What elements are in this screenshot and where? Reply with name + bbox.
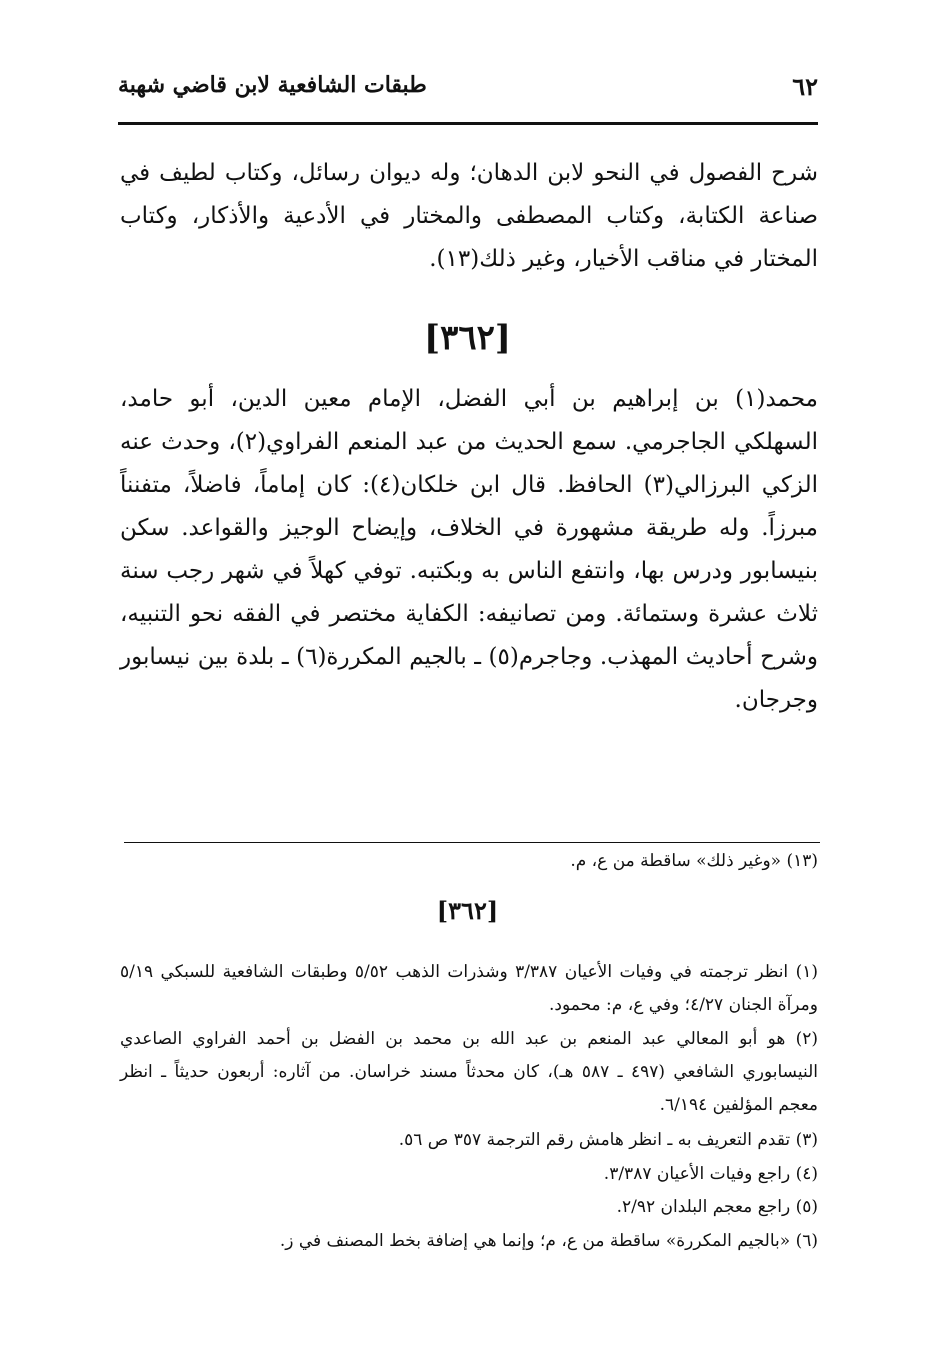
footnote-section-number: [٣٦٢]: [436, 896, 499, 925]
footnote-1: (١) انظر ترجمته في وفيات الأعيان ٣/٣٨٧ وشذرات الذهب ٥/٥٢ وطبقات الشافعية للسبكي ٥/١٩ ومرآة الجنان ٤/٢٧؛ وفي ع، م: محمود.: [120, 962, 818, 1015]
footnote-2: (٢) هو أبو المعالي عبد المنعم بن عبد الله بن محمد بن الفضل بن أحمد الفراوي الصاعدي النيسابوري الشافعي (٤٩٧ ـ ٥٨٧ هـ)، كان محدثاً مسند خراسان. من آثاره: أربعون حديثاً ـ انظر معجم المؤلفين ٦/١٩٤.: [120, 1029, 818, 1115]
header-rule: [118, 122, 818, 125]
running-header: [118, 72, 818, 112]
page-number: ٦٢: [792, 72, 818, 101]
footnote-4: (٤) راجع وفيات الأعيان ٣/٣٨٧.: [603, 1164, 818, 1184]
continuation-paragraph: شرح الفصول في النحو لابن الدهان؛ وله ديوان رسائل، وكتاب لطيف في صناعة الكتابة، وكتاب المصطفى والمختار في الأدعية والأذكار، وكتاب المختار في مناقب الأخيار، وغير ذلك(١٣).: [120, 160, 818, 272]
entry-number-heading: [٣٦٢]: [424, 318, 511, 358]
footnote-5: (٥) راجع معجم البلدان ٢/٩٢.: [616, 1197, 818, 1217]
book-title: طبقات الشافعية لابن قاضي شهبة: [118, 72, 427, 98]
footnote-13: (١٣) «وغير ذلك» ساقطة من ع، م.: [570, 851, 818, 871]
footnote-6: (٦) «بالجيم المكررة» ساقطة من ع، م؛ وإنما هي إضافة بخط المصنف في ز.: [279, 1231, 818, 1251]
footnote-3: (٣) تقدم التعريف به ـ انظر هامش رقم الترجمة ٣٥٧ ص ٥٦.: [398, 1130, 818, 1150]
footnote-separator: [124, 842, 820, 843]
biography-entry-paragraph: محمد(١) بن إبراهيم بن أبي الفضل، الإمام معين الدين، أبو حامد، السهلكي الجاجرمي. سمع الحديث من عبد المنعم الفراوي(٢)، وحدث عنه الزكي البرزالي(٣) الحافظ. قال ابن خلكان(٤): كان إماماً، فاضلاً، متفنناً مبرزاً. وله طريقة مشهورة في الخلاف، وإيضاح الوجيز والقواعد. سكن بنيسابور ودرس بها، وانتفع الناس به وبكتبه. توفي كهلاً في شهر رجب سنة ثلاث عشرة وستمائة. ومن تصانيفه: الكفاية مختصر في الفقه نحو التنبيه، وشرح أحاديث المهذب. وجاجرم(٥) ـ بالجيم المكررة(٦) ـ بلدة بين نيسابور وجرجان.: [120, 386, 819, 713]
